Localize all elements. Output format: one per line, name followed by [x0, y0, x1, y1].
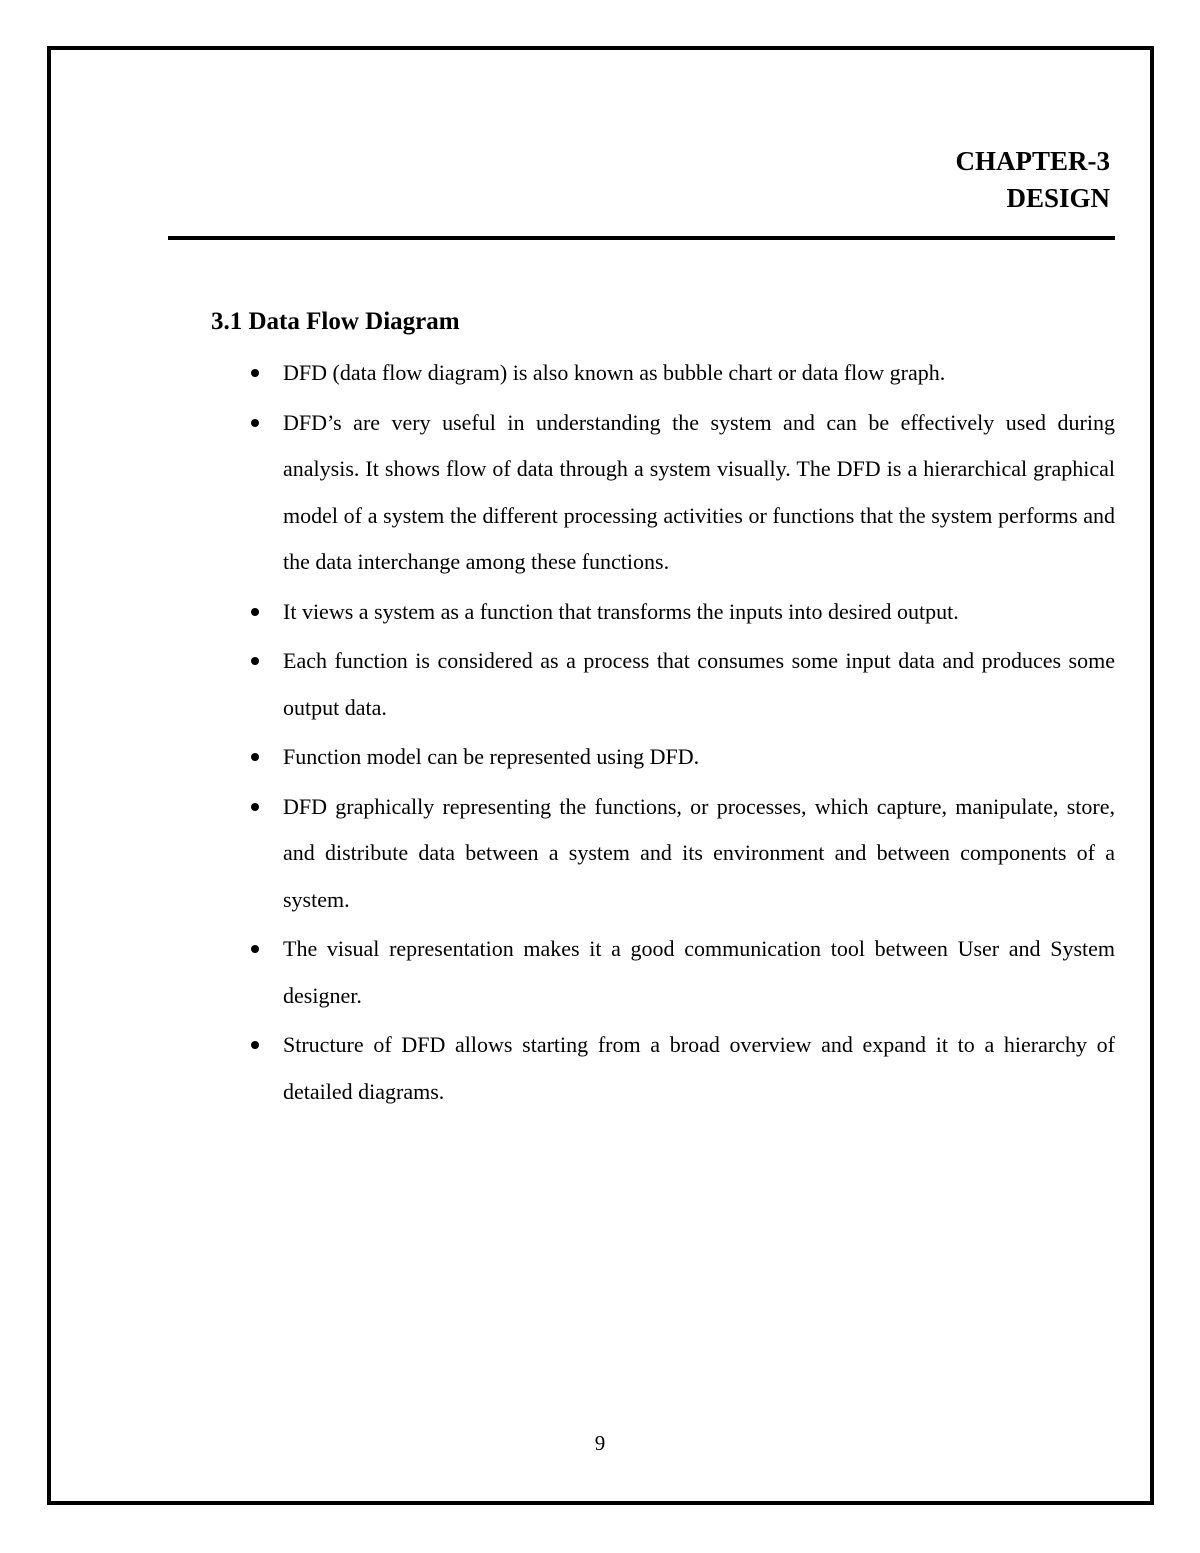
list-item — [283, 734, 1115, 781]
list-item-text: DFD (data flow diagram) is also known as bubble chart or data flow graph. — [283, 360, 946, 385]
list-item-text: DFD’s are very useful in understanding the system and can be effectively used during analysis. It shows flow of data through a system visually. The DFD is a hierarchical graphical model of a system the different processing activities or functions that the system performs and the data interchange among these functions. — [283, 409, 1115, 574]
list-item — [283, 589, 1115, 636]
list-item — [283, 926, 1115, 1019]
list-item-text: DFD graphically representing the functions, or processes, which capture, manipulate, store, and distribute data between a system and its environment and between components of a system. — [283, 793, 1115, 912]
list-item — [283, 784, 1115, 924]
bullet-icon — [251, 419, 259, 427]
section-title: 3.1 Data Flow Diagram — [211, 308, 460, 335]
bullet-icon — [251, 369, 259, 377]
list-item — [283, 638, 1115, 731]
chapter-label: CHAPTER-3 — [955, 146, 1110, 176]
bullet-icon — [251, 1041, 259, 1049]
page-number: 9 — [594, 1431, 606, 1455]
list-item — [283, 350, 1115, 397]
list-item — [283, 400, 1115, 586]
bullet-icon — [251, 803, 259, 811]
chapter-divider — [168, 236, 1115, 240]
bullet-list — [283, 350, 1115, 1118]
bullet-icon — [251, 753, 259, 761]
list-item-text: It views a system as a function that transforms the inputs into desired output. — [283, 598, 959, 624]
list-item — [283, 1022, 1115, 1115]
bullet-icon — [251, 945, 259, 953]
list-item-text: The visual representation makes it a good communication tool between User and System designer. — [283, 936, 1115, 1008]
list-item-text: Structure of DFD allows starting from a broad overview and expand it to a hierarchy of detailed diagrams. — [283, 1032, 1115, 1104]
list-item-text: Function model can be represented using DFD. — [283, 744, 700, 769]
chapter-heading — [956, 143, 1111, 217]
bullet-icon — [251, 608, 259, 616]
list-item-text: Each function is considered as a process that consumes some input data and produces some output data. — [283, 648, 1115, 720]
bullet-icon — [251, 657, 259, 665]
chapter-title: DESIGN — [1006, 183, 1110, 213]
